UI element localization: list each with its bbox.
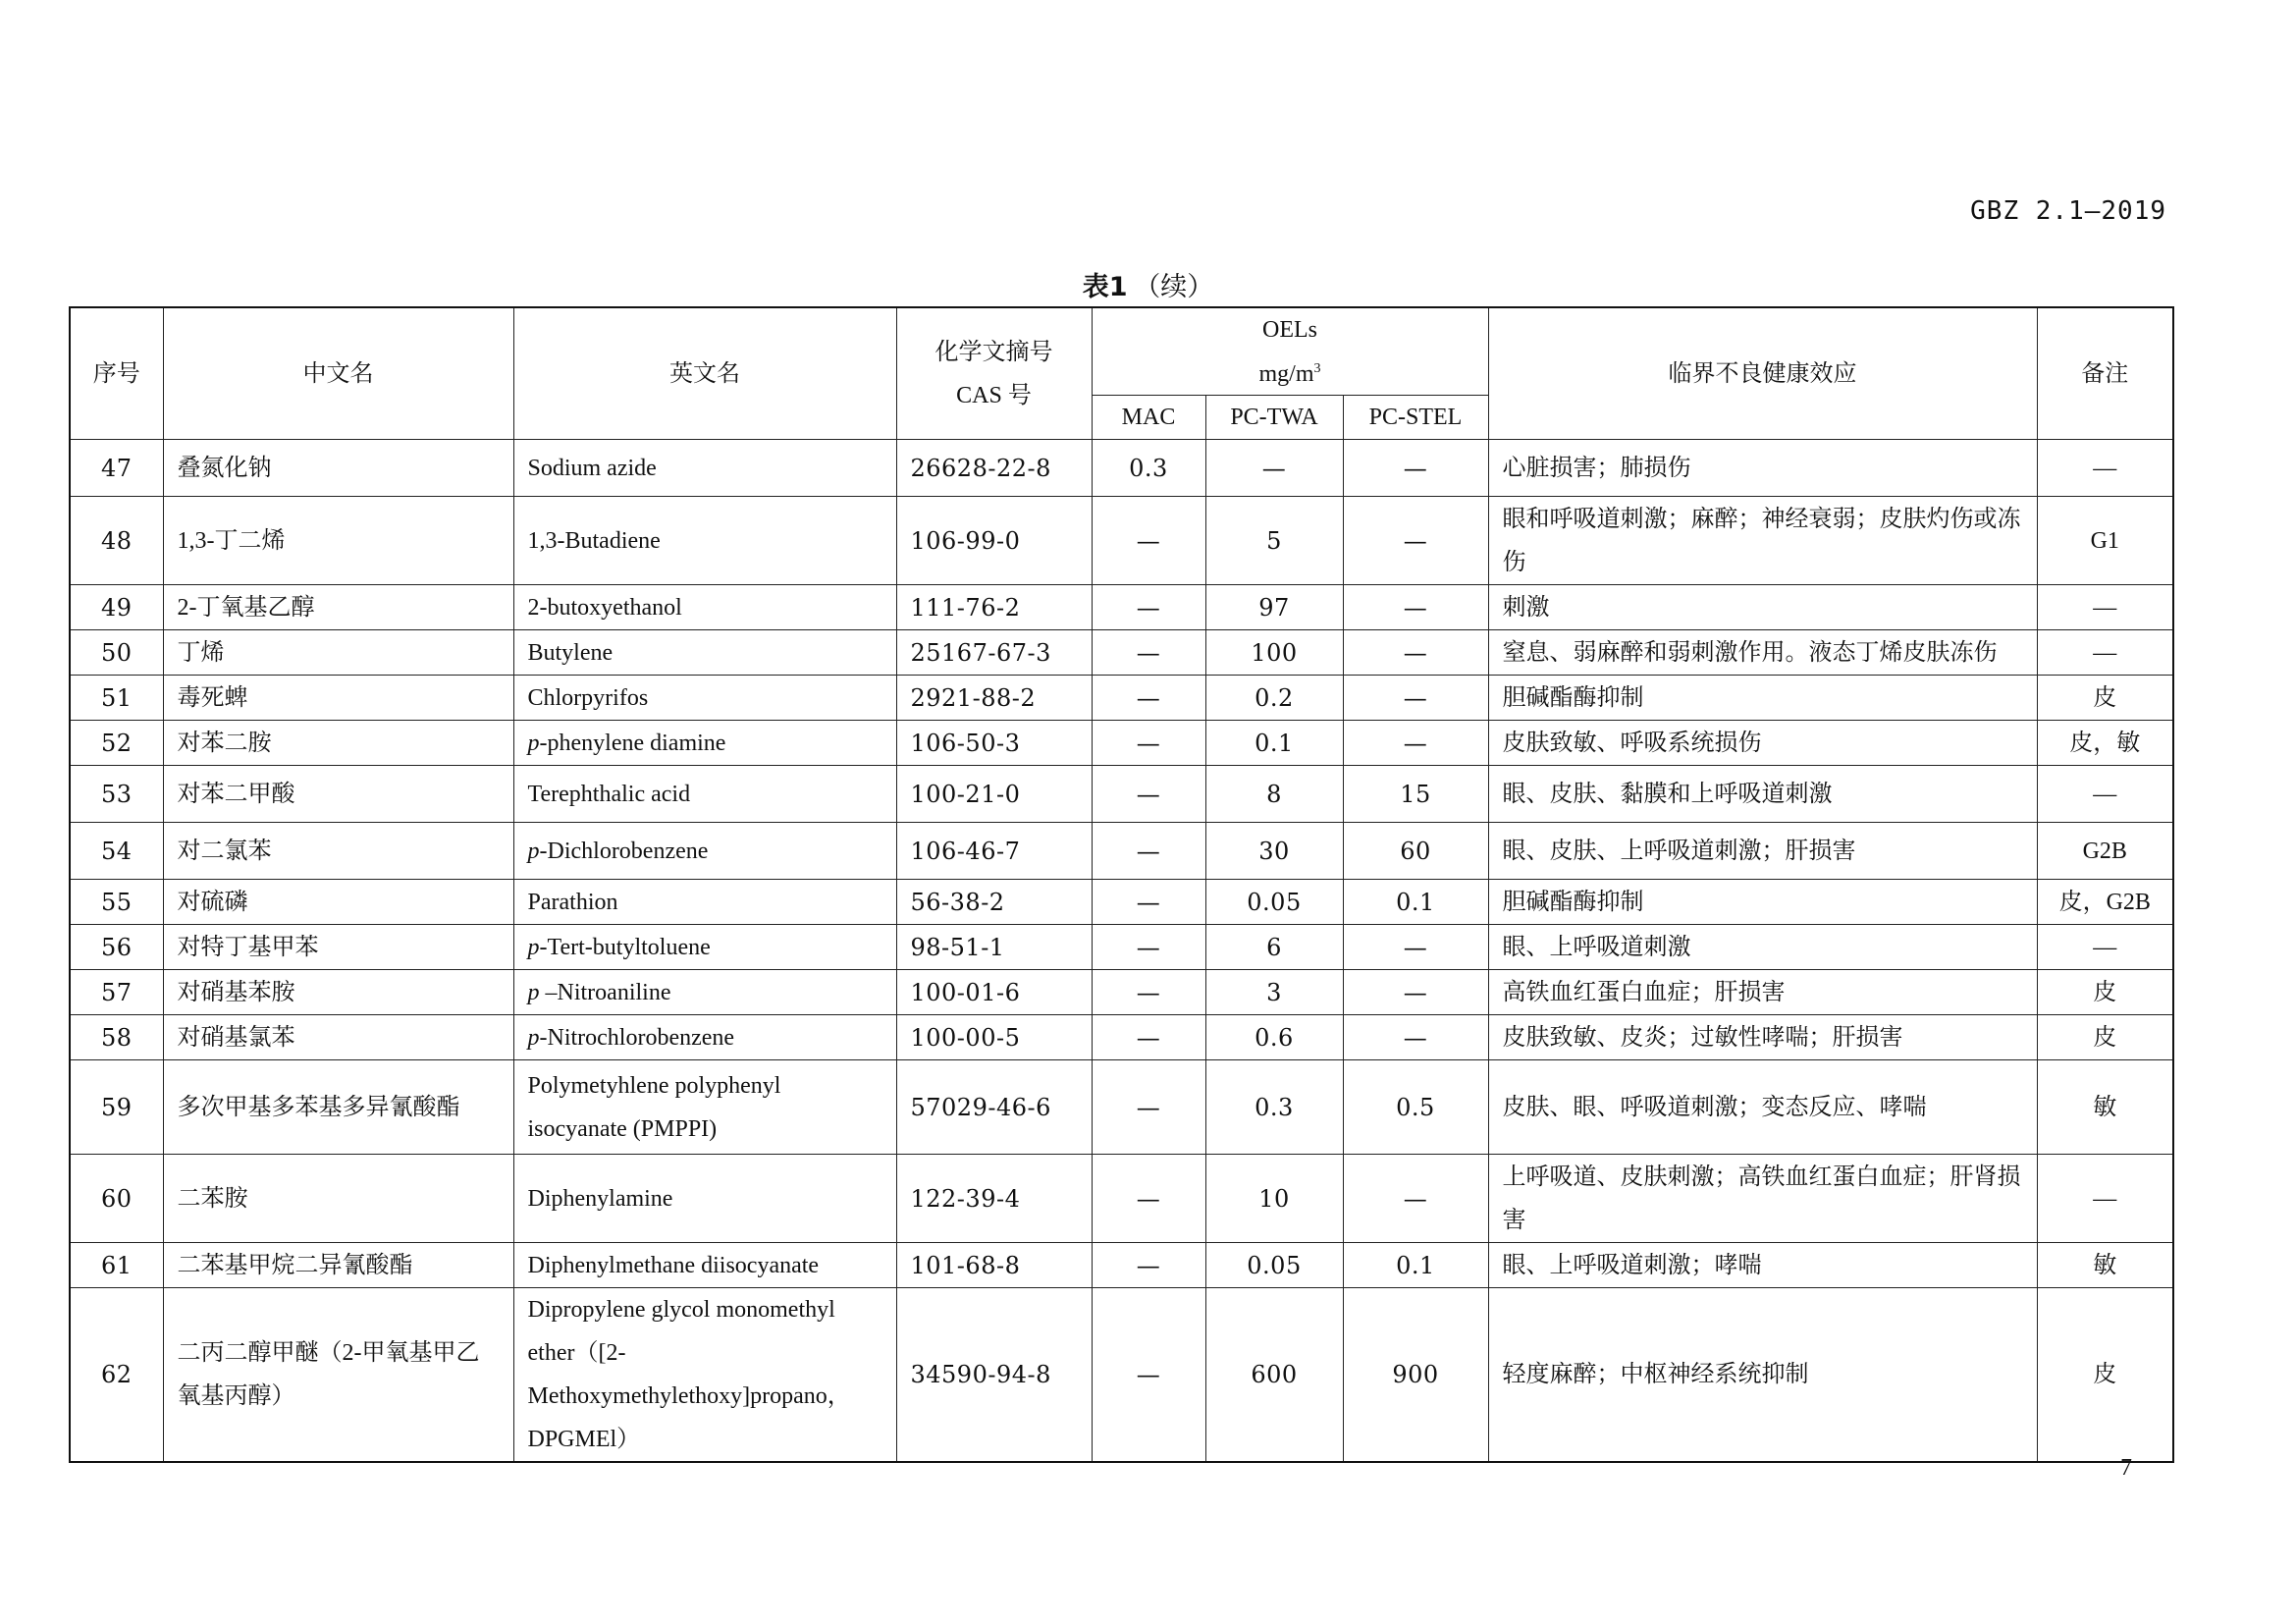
- cell-en-name: [513, 440, 896, 497]
- cell-no: 50: [70, 630, 163, 676]
- cell-mac: —: [1092, 970, 1205, 1015]
- cell-pctwa: 100: [1205, 630, 1343, 676]
- cell-no: 55: [70, 880, 163, 925]
- table-caption: [0, 265, 2296, 303]
- cell-mac: —: [1092, 497, 1205, 585]
- cell-effect: 眼、皮肤、黏膜和上呼吸道刺激: [1488, 766, 2037, 823]
- cell-cas: 25167-67-3: [896, 630, 1092, 676]
- header-no: 序号: [70, 307, 163, 440]
- cell-effect: 轻度麻醉；中枢神经系统抑制: [1488, 1288, 2037, 1463]
- table-caption-note: （续）: [1134, 272, 1214, 301]
- cell-pcstel: —: [1343, 630, 1488, 676]
- cell-en-name-prefix: p: [527, 838, 540, 864]
- cell-en-name: [513, 630, 896, 676]
- cell-cas: 2921-88-2: [896, 676, 1092, 721]
- cell-en-name-text: Butylene: [527, 639, 614, 666]
- standard-code: GBZ 2.1—2019: [1970, 196, 2166, 226]
- table-row: [70, 925, 2173, 970]
- cell-mac: —: [1092, 1288, 1205, 1463]
- table-row: [70, 970, 2173, 1015]
- cell-en-name: [513, 925, 896, 970]
- cell-mac: —: [1092, 676, 1205, 721]
- cell-cn-name: 毒死蜱: [163, 676, 513, 721]
- cell-pcstel: —: [1343, 585, 1488, 630]
- header-oels-unit-sup: 3: [1313, 360, 1321, 376]
- cell-pcstel: 0.1: [1343, 880, 1488, 925]
- cell-no: 59: [70, 1060, 163, 1155]
- cell-mac: —: [1092, 925, 1205, 970]
- cell-effect: 心脏损害；肺损伤: [1488, 440, 2037, 497]
- cell-cas: 106-50-3: [896, 721, 1092, 766]
- cell-remark: 敏: [2037, 1243, 2173, 1288]
- cell-pcstel: 900: [1343, 1288, 1488, 1463]
- cell-mac: —: [1092, 1155, 1205, 1243]
- cell-remark: G2B: [2037, 823, 2173, 880]
- cell-pcstel: —: [1343, 676, 1488, 721]
- cell-no: 61: [70, 1243, 163, 1288]
- cell-pcstel: 15: [1343, 766, 1488, 823]
- cell-remark: —: [2037, 766, 2173, 823]
- cell-remark: —: [2037, 1155, 2173, 1243]
- header-cas-line2: CAS 号: [956, 382, 1032, 408]
- cell-no: 47: [70, 440, 163, 497]
- cell-pctwa: 0.3: [1205, 1060, 1343, 1155]
- cell-remark: 皮: [2037, 1015, 2173, 1060]
- cell-mac: —: [1092, 880, 1205, 925]
- cell-pctwa: 0.6: [1205, 1015, 1343, 1060]
- cell-cn-name: 二苯基甲烷二异氰酸酯: [163, 1243, 513, 1288]
- header-remark: 备注: [2037, 307, 2173, 440]
- cell-cn-name: 对硝基氯苯: [163, 1015, 513, 1060]
- cell-remark: —: [2037, 925, 2173, 970]
- cell-cn-name: 叠氮化钠: [163, 440, 513, 497]
- cell-pcstel: 60: [1343, 823, 1488, 880]
- cell-pcstel: —: [1343, 497, 1488, 585]
- table-row: [70, 1288, 2173, 1463]
- cell-en-name: [513, 1015, 896, 1060]
- table-row: [70, 721, 2173, 766]
- table-row: [70, 497, 2173, 585]
- cell-en-name: [513, 766, 896, 823]
- cell-effect: 眼、上呼吸道刺激；哮喘: [1488, 1243, 2037, 1288]
- cell-cas: 100-00-5: [896, 1015, 1092, 1060]
- cell-no: 60: [70, 1155, 163, 1243]
- cell-cn-name: 对二氯苯: [163, 823, 513, 880]
- table-row: [70, 1155, 2173, 1243]
- cell-en-name-text: -Nitrochlorobenzene: [539, 1024, 735, 1051]
- cell-effect: 皮肤致敏、皮炎；过敏性哮喘；肝损害: [1488, 1015, 2037, 1060]
- cell-mac: —: [1092, 721, 1205, 766]
- cell-cas: 100-01-6: [896, 970, 1092, 1015]
- cell-cas: 34590-94-8: [896, 1288, 1092, 1463]
- table-row: [70, 880, 2173, 925]
- cell-en-name: [513, 497, 896, 585]
- table-row: [70, 630, 2173, 676]
- cell-en-name: [513, 1155, 896, 1243]
- cell-remark: —: [2037, 585, 2173, 630]
- cell-remark: 皮: [2037, 970, 2173, 1015]
- cell-cas: 56-38-2: [896, 880, 1092, 925]
- header-pcstel: PC-STEL: [1343, 396, 1488, 440]
- cell-pctwa: 6: [1205, 925, 1343, 970]
- header-pctwa: PC-TWA: [1205, 396, 1343, 440]
- cell-pcstel: —: [1343, 925, 1488, 970]
- cell-cn-name: 对硝基苯胺: [163, 970, 513, 1015]
- cell-pctwa: 0.1: [1205, 721, 1343, 766]
- cell-mac: —: [1092, 766, 1205, 823]
- cell-pctwa: 30: [1205, 823, 1343, 880]
- cell-pctwa: 3: [1205, 970, 1343, 1015]
- cell-cn-name: 2-丁氧基乙醇: [163, 585, 513, 630]
- cell-effect: 眼和呼吸道刺激；麻醉；神经衰弱；皮肤灼伤或冻伤: [1488, 497, 2037, 585]
- header-oels-unit-text: mg/m: [1258, 360, 1314, 387]
- cell-en-name: [513, 585, 896, 630]
- header-oels: [1092, 307, 1488, 396]
- cell-mac: —: [1092, 630, 1205, 676]
- cell-remark: —: [2037, 630, 2173, 676]
- cell-en-name-text: Diphenylamine: [527, 1185, 673, 1212]
- table-row: [70, 676, 2173, 721]
- cell-pctwa: 10: [1205, 1155, 1343, 1243]
- cell-remark: 皮: [2037, 676, 2173, 721]
- cell-cas: 26628-22-8: [896, 440, 1092, 497]
- cell-en-name-prefix: p: [527, 979, 540, 1005]
- cell-en-name-prefix: p: [527, 1024, 540, 1051]
- cell-mac: —: [1092, 585, 1205, 630]
- cell-en-name-text: Sodium azide: [527, 455, 657, 481]
- table-row: [70, 585, 2173, 630]
- cell-no: 56: [70, 925, 163, 970]
- cell-en-name: [513, 676, 896, 721]
- cell-pctwa: 0.05: [1205, 880, 1343, 925]
- cell-cas: 106-99-0: [896, 497, 1092, 585]
- table-caption-label: 表1: [1082, 272, 1128, 302]
- cell-pctwa: 97: [1205, 585, 1343, 630]
- cell-no: 54: [70, 823, 163, 880]
- header-mac: MAC: [1092, 396, 1205, 440]
- cell-remark: —: [2037, 440, 2173, 497]
- cell-no: 53: [70, 766, 163, 823]
- header-cas-line1: 化学文摘号: [934, 339, 1053, 365]
- cell-effect: 胆碱酯酶抑制: [1488, 880, 2037, 925]
- header-cas: [896, 307, 1092, 440]
- header-en-name: 英文名: [513, 307, 896, 440]
- cell-en-name-text: Terephthalic acid: [527, 781, 691, 807]
- cell-cn-name: 多次甲基多苯基多异氰酸酯: [163, 1060, 513, 1155]
- cell-cn-name: 1,3-丁二烯: [163, 497, 513, 585]
- cell-mac: —: [1092, 1060, 1205, 1155]
- table-row: [70, 1243, 2173, 1288]
- cell-cn-name: 对苯二胺: [163, 721, 513, 766]
- header-cn-name: 中文名: [163, 307, 513, 440]
- cell-effect: 高铁血红蛋白血症；肝损害: [1488, 970, 2037, 1015]
- cell-en-name: [513, 970, 896, 1015]
- cell-cn-name: 对特丁基甲苯: [163, 925, 513, 970]
- cell-no: 48: [70, 497, 163, 585]
- cell-mac: —: [1092, 1243, 1205, 1288]
- cell-effect: 眼、上呼吸道刺激: [1488, 925, 2037, 970]
- cell-en-name: [513, 1288, 896, 1463]
- cell-effect: 刺激: [1488, 585, 2037, 630]
- cell-effect: 窒息、弱麻醉和弱刺激作用。液态丁烯皮肤冻伤: [1488, 630, 2037, 676]
- cell-en-name: [513, 880, 896, 925]
- oel-table: [69, 306, 2174, 1463]
- cell-remark: 皮，G2B: [2037, 880, 2173, 925]
- cell-en-name: [513, 1060, 896, 1155]
- cell-cas: 57029-46-6: [896, 1060, 1092, 1155]
- cell-no: 57: [70, 970, 163, 1015]
- cell-mac: 0.3: [1092, 440, 1205, 497]
- cell-cn-name: 丁烯: [163, 630, 513, 676]
- cell-cn-name: 对苯二甲酸: [163, 766, 513, 823]
- cell-cas: 122-39-4: [896, 1155, 1092, 1243]
- cell-remark: 皮，敏: [2037, 721, 2173, 766]
- cell-pctwa: 8: [1205, 766, 1343, 823]
- cell-en-name-text: Dipropylene glycol monomethyl ether（[2-Methoxymethylethoxy]propano，DPGMEl）: [527, 1297, 851, 1452]
- cell-en-name-text: -phenylene diamine: [539, 730, 726, 756]
- cell-no: 49: [70, 585, 163, 630]
- cell-en-name-text: Parathion: [527, 889, 618, 915]
- cell-cas: 98-51-1: [896, 925, 1092, 970]
- cell-pcstel: 0.1: [1343, 1243, 1488, 1288]
- cell-en-name-text: –Nitroaniline: [539, 979, 671, 1005]
- cell-pcstel: —: [1343, 970, 1488, 1015]
- header-oels-line1: OELs: [1262, 316, 1317, 343]
- cell-en-name: [513, 823, 896, 880]
- cell-en-name-text: Polymetyhlene polyphenyl isocyanate (PMPPI): [527, 1072, 781, 1142]
- header-oels-unit: [1106, 350, 1474, 394]
- cell-pctwa: 5: [1205, 497, 1343, 585]
- cell-pcstel: —: [1343, 440, 1488, 497]
- cell-pctwa: —: [1205, 440, 1343, 497]
- cell-en-name-text: -Tert-butyltoluene: [539, 934, 711, 960]
- cell-cas: 111-76-2: [896, 585, 1092, 630]
- cell-pctwa: 0.2: [1205, 676, 1343, 721]
- cell-en-name-text: Chlorpyrifos: [527, 684, 649, 711]
- cell-pcstel: —: [1343, 1155, 1488, 1243]
- cell-en-name-text: -Dichlorobenzene: [539, 838, 709, 864]
- table-row: [70, 1015, 2173, 1060]
- cell-remark: G1: [2037, 497, 2173, 585]
- cell-effect: 眼、皮肤、上呼吸道刺激；肝损害: [1488, 823, 2037, 880]
- header-effect: 临界不良健康效应: [1488, 307, 2037, 440]
- cell-no: 52: [70, 721, 163, 766]
- page-number: 7: [2120, 1455, 2132, 1481]
- cell-en-name-text: 1,3-Butadiene: [527, 527, 661, 554]
- cell-effect: 皮肤、眼、呼吸道刺激；变态反应、哮喘: [1488, 1060, 2037, 1155]
- cell-no: 51: [70, 676, 163, 721]
- cell-cn-name: 对硫磷: [163, 880, 513, 925]
- cell-pcstel: 0.5: [1343, 1060, 1488, 1155]
- cell-en-name-text: Diphenylmethane diisocyanate: [527, 1252, 820, 1278]
- table-row: [70, 1060, 2173, 1155]
- cell-pctwa: 600: [1205, 1288, 1343, 1463]
- cell-cn-name: 二丙二醇甲醚（2-甲氧基甲乙氧基丙醇）: [163, 1288, 513, 1463]
- table-row: [70, 823, 2173, 880]
- cell-no: 58: [70, 1015, 163, 1060]
- cell-effect: 胆碱酯酶抑制: [1488, 676, 2037, 721]
- cell-en-name-prefix: p: [527, 730, 540, 756]
- cell-cas: 101-68-8: [896, 1243, 1092, 1288]
- table-body: [70, 440, 2173, 1463]
- cell-cas: 106-46-7: [896, 823, 1092, 880]
- cell-no: 62: [70, 1288, 163, 1463]
- cell-mac: —: [1092, 823, 1205, 880]
- table-row: [70, 766, 2173, 823]
- cell-en-name-prefix: p: [527, 934, 540, 960]
- cell-en-name: [513, 721, 896, 766]
- cell-cn-name: 二苯胺: [163, 1155, 513, 1243]
- cell-pcstel: —: [1343, 721, 1488, 766]
- cell-effect: 皮肤致敏、呼吸系统损伤: [1488, 721, 2037, 766]
- cell-remark: 皮: [2037, 1288, 2173, 1463]
- cell-mac: —: [1092, 1015, 1205, 1060]
- cell-effect: 上呼吸道、皮肤刺激；高铁血红蛋白血症；肝肾损害: [1488, 1155, 2037, 1243]
- cell-pctwa: 0.05: [1205, 1243, 1343, 1288]
- table-row: [70, 440, 2173, 497]
- cell-en-name: [513, 1243, 896, 1288]
- cell-pcstel: —: [1343, 1015, 1488, 1060]
- cell-remark: 敏: [2037, 1060, 2173, 1155]
- cell-en-name-text: 2-butoxyethanol: [527, 594, 682, 621]
- cell-cas: 100-21-0: [896, 766, 1092, 823]
